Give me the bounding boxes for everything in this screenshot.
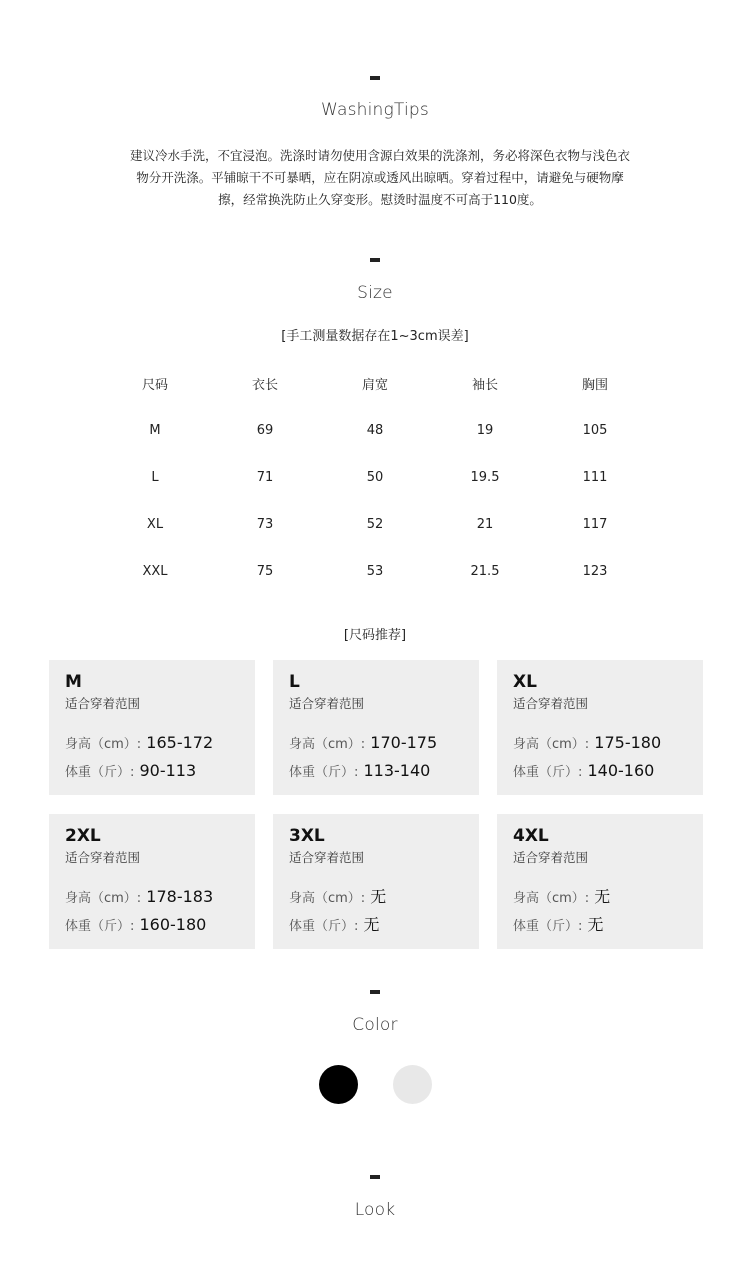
weight-value: 无 — [363, 915, 380, 934]
color-title: Color — [352, 1015, 398, 1035]
recommend-size: XL — [513, 672, 537, 692]
recommend-card-l — [273, 660, 479, 795]
height-label: 身高（cm）: — [513, 891, 590, 906]
height-label: 身高（cm）: — [289, 737, 366, 752]
weight-label: 体重（斤）: — [65, 765, 135, 780]
recommend-sub: 适合穿着范围 — [65, 850, 141, 865]
height-value: 无 — [594, 887, 611, 906]
weight-line — [65, 914, 239, 938]
recommend-note: [尺码推荐] — [343, 628, 407, 643]
table-cell: 52 — [366, 517, 384, 532]
color-swatch-light-gray[interactable] — [393, 1065, 432, 1104]
table-cell: 123 — [582, 564, 608, 579]
height-line — [289, 732, 463, 756]
color-section-mark — [370, 990, 380, 994]
recommend-card-3xl — [273, 814, 479, 949]
color-swatch-black[interactable] — [319, 1065, 358, 1104]
table-cell: 71 — [256, 470, 274, 485]
header-cell: 衣长 — [251, 378, 278, 393]
weight-value: 140-160 — [587, 761, 655, 780]
size-note: [手工测量数据存在1~3cm误差] — [281, 329, 469, 344]
table-cell: XXL — [142, 564, 168, 579]
table-cell: 73 — [256, 517, 274, 532]
height-label: 身高（cm）: — [65, 737, 142, 752]
table-cell: 111 — [582, 470, 608, 485]
height-line — [65, 732, 239, 756]
table-row — [100, 501, 650, 548]
height-line — [289, 886, 463, 910]
height-line — [513, 732, 687, 756]
table-cell: 75 — [256, 564, 274, 579]
table-cell: 50 — [366, 470, 384, 485]
table-cell: 69 — [256, 423, 274, 438]
weight-line — [65, 760, 239, 784]
weight-label: 体重（斤）: — [65, 919, 135, 934]
recommend-size: M — [65, 672, 82, 692]
table-cell: 53 — [366, 564, 384, 579]
recommend-sub: 适合穿着范围 — [289, 696, 365, 711]
recommend-size: 3XL — [289, 826, 325, 846]
height-label: 身高（cm）: — [289, 891, 366, 906]
size-table-header — [100, 360, 650, 407]
table-cell: 48 — [366, 423, 384, 438]
size-section-mark — [370, 258, 380, 262]
weight-line — [289, 914, 463, 938]
weight-line — [513, 914, 687, 938]
weight-label: 体重（斤）: — [289, 919, 359, 934]
height-value: 178-183 — [146, 887, 214, 906]
recommend-card-xl — [497, 660, 703, 795]
height-value: 170-175 — [370, 733, 438, 752]
look-section-mark — [370, 1175, 380, 1179]
header-cell: 袖长 — [471, 378, 498, 393]
table-cell: M — [149, 423, 161, 438]
washing-title: WashingTips — [321, 100, 429, 120]
height-line — [513, 886, 687, 910]
size-title: Size — [357, 283, 393, 303]
table-cell: L — [151, 470, 159, 485]
weight-line — [513, 760, 687, 784]
recommend-sub: 适合穿着范围 — [289, 850, 365, 865]
table-cell: 105 — [582, 423, 608, 438]
weight-line — [289, 760, 463, 784]
recommend-card-m — [49, 660, 255, 795]
height-label: 身高（cm）: — [65, 891, 142, 906]
recommend-size: L — [289, 672, 300, 692]
recommend-sub: 适合穿着范围 — [65, 696, 141, 711]
recommend-size: 4XL — [513, 826, 549, 846]
table-cell: 21 — [476, 517, 494, 532]
height-value: 175-180 — [594, 733, 662, 752]
table-row — [100, 454, 650, 501]
recommend-size: 2XL — [65, 826, 101, 846]
table-cell: 117 — [582, 517, 608, 532]
recommend-card-2xl — [49, 814, 255, 949]
recommend-card-4xl — [497, 814, 703, 949]
height-value: 无 — [370, 887, 387, 906]
recommend-sub: 适合穿着范围 — [513, 696, 589, 711]
table-cell: XL — [146, 517, 164, 532]
weight-value: 160-180 — [139, 915, 207, 934]
weight-label: 体重（斤）: — [513, 919, 583, 934]
recommend-sub: 适合穿着范围 — [513, 850, 589, 865]
table-cell: 19 — [476, 423, 494, 438]
washing-text: 建议冷水手洗，不宜浸泡。洗涤时请勿使用含源白效果的洗涤剂，务必将深色衣物与浅色衣物分开洗涤。平铺晾干不可暴晒，应在阴凉或透风出晾晒。穿着过程中，请避免与硬物摩擦，经常换洗防止久穿变形。慰烫时温度不可高于110度。 — [129, 148, 630, 207]
table-cell: 19.5 — [470, 470, 500, 485]
weight-value: 无 — [587, 915, 604, 934]
height-label: 身高（cm）: — [513, 737, 590, 752]
look-title: Look — [354, 1200, 396, 1220]
header-cell: 胸围 — [581, 378, 608, 393]
weight-value: 113-140 — [363, 761, 431, 780]
weight-label: 体重（斤）: — [513, 765, 583, 780]
header-cell: 肩宽 — [361, 378, 388, 393]
table-row — [100, 407, 650, 454]
header-cell: 尺码 — [141, 378, 168, 393]
weight-value: 90-113 — [139, 761, 197, 780]
table-row — [100, 548, 650, 595]
table-cell: 21.5 — [470, 564, 500, 579]
height-line — [65, 886, 239, 910]
washing-section-mark — [370, 76, 380, 80]
weight-label: 体重（斤）: — [289, 765, 359, 780]
height-value: 165-172 — [146, 733, 214, 752]
size-table — [100, 360, 650, 595]
